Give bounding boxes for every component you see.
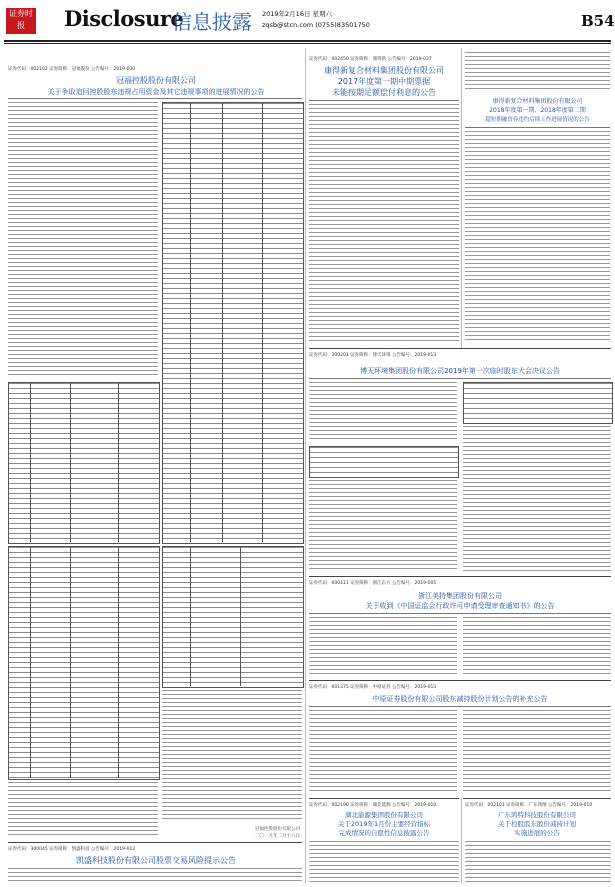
data-table [162,546,304,688]
title-rule [465,127,610,128]
announcement-title: 2018年度第一期、2018年度第二期 [489,107,586,114]
page-number: B54 [581,12,615,30]
body-text-block [309,480,457,572]
body-text-block [309,104,459,342]
section-rule [309,576,611,577]
body-text-block [162,690,302,822]
column-divider [461,798,462,883]
brand-title-cn: 信息披露 [172,10,252,34]
announcement-company: 康得新复合材料集团股份有限公司 [492,98,583,105]
announcement-codes: 证券代码：601375 证券简称：中原证券 公告编号：2019-013 [309,685,437,690]
title-rule [8,98,302,99]
title-rule [309,100,459,101]
section-rule [309,348,611,349]
table-column-line [30,382,31,542]
body-text-block [309,617,457,675]
newspaper-logo [6,8,36,34]
body-text-block [309,841,459,883]
announcement-company: 浙江美特集团股份有限公司 [418,592,502,600]
data-table [309,446,459,478]
section-rule [463,798,611,799]
announcement-company: 康得新复合材料集团股份有限公司 [324,66,444,75]
table-column-line [190,546,191,686]
section-rule [309,798,459,799]
announcement-subtitle: 未能按期足额偿付利息的公告 [332,88,436,97]
body-text-block [8,102,158,378]
table-column-line [262,102,263,542]
announcement-company: 冠福控股股份有限公司 [116,76,196,85]
issue-date: 2019年2月16日 星期六 [262,10,333,18]
signoff-date: 二〇一九年二月十六日 [255,834,300,839]
brand-title: Disclosure [64,6,184,31]
signoff-company: 冠福控股股份有限公司 [255,827,300,832]
section-rule [8,842,302,843]
column-divider [305,48,306,883]
section-rule [309,680,611,681]
body-text-block [309,710,457,794]
announcement-title: 关于控股股东股份减持计划 [498,820,576,828]
announcement-title: 2017年度第一期中期票据 [337,77,431,86]
table-column-line [118,546,119,778]
body-text-block [465,52,610,92]
table-column-line [222,102,223,542]
body-text-block [463,426,611,572]
announcement-title: 博天环境集团股份有限公司2019年第一次临时股东大会决议公告 [360,367,560,375]
contact-info: zqsb@stcn.com (0755)83501750 [262,21,370,29]
announcement-company: 湖北能源集团股份有限公司 [345,811,423,819]
announcement-codes: 证券代码：002190 证券简称：湖北能源 公告编号：2019-010 [309,803,437,808]
data-table [463,382,613,424]
announcement-codes: 证券代码：002450 证券简称：康得新 公告编号：2019-037 [309,57,432,62]
data-table [162,102,304,544]
header-rule-thin [4,43,611,44]
announcement-title: 凯盛科技股份有限公司股票交易风险提示公告 [76,856,236,865]
announcement-codes: 证券代码：600111 证券简称：浙江东方 公告编号：2019-005 [309,581,437,586]
announcement-title: 关于2019年1月份主要经营指标 [337,820,431,828]
table-column-line [118,382,119,542]
announcement-subtitle: 完成情况的自愿性信息披露公告 [338,829,430,837]
announcement-codes: 证券代码：002102 证券简称：冠福股份 公告编号：2019-030 [8,67,136,72]
column-divider [461,48,462,348]
table-column-line [190,102,191,542]
table-column-line [70,382,71,542]
title-rule [309,613,611,614]
announcement-subtitle: 实施进展的公告 [514,829,560,837]
body-text-block [8,782,158,838]
title-rule [309,706,611,707]
announcement-codes: 证券代码：002101 证券简称：广东鸿图 公告编号：2019-010 [465,803,593,808]
announcement-title: 中原证券股份有限公司股东减持股份计划公告的补充公告 [372,695,548,703]
body-text-block [309,382,457,442]
body-text-block [463,710,611,794]
announcement-subtitle: 超短期融资券违约后续工作进展情况的公告 [485,117,590,123]
announcement-title: 关于争取追回控股股东违规占用资金及其它违规事项的进展情况的公告 [47,88,265,96]
table-column-line [30,546,31,778]
announcement-codes: 证券代码：300045 证券简称：凯盛科技 公告编号：2019-012 [8,847,136,852]
announcement-title: 关于收到《中国证监会行政许可申请受理审查通知书》的公告 [365,602,555,610]
body-text-block [8,868,302,883]
body-text-block [465,131,610,342]
table-column-line [240,546,241,686]
title-rule [309,378,611,379]
announcement-company: 广东鸿特科技股份有限公司 [498,811,576,819]
table-column-line [70,546,71,778]
logo-text: 证券时报 [9,9,33,30]
announcement-codes: 证券代码：300201 证券简称：博天环境 公告编号：2019-013 [309,353,437,358]
body-text-block [465,841,611,883]
body-text-block [463,617,611,675]
header-rule [4,40,611,42]
